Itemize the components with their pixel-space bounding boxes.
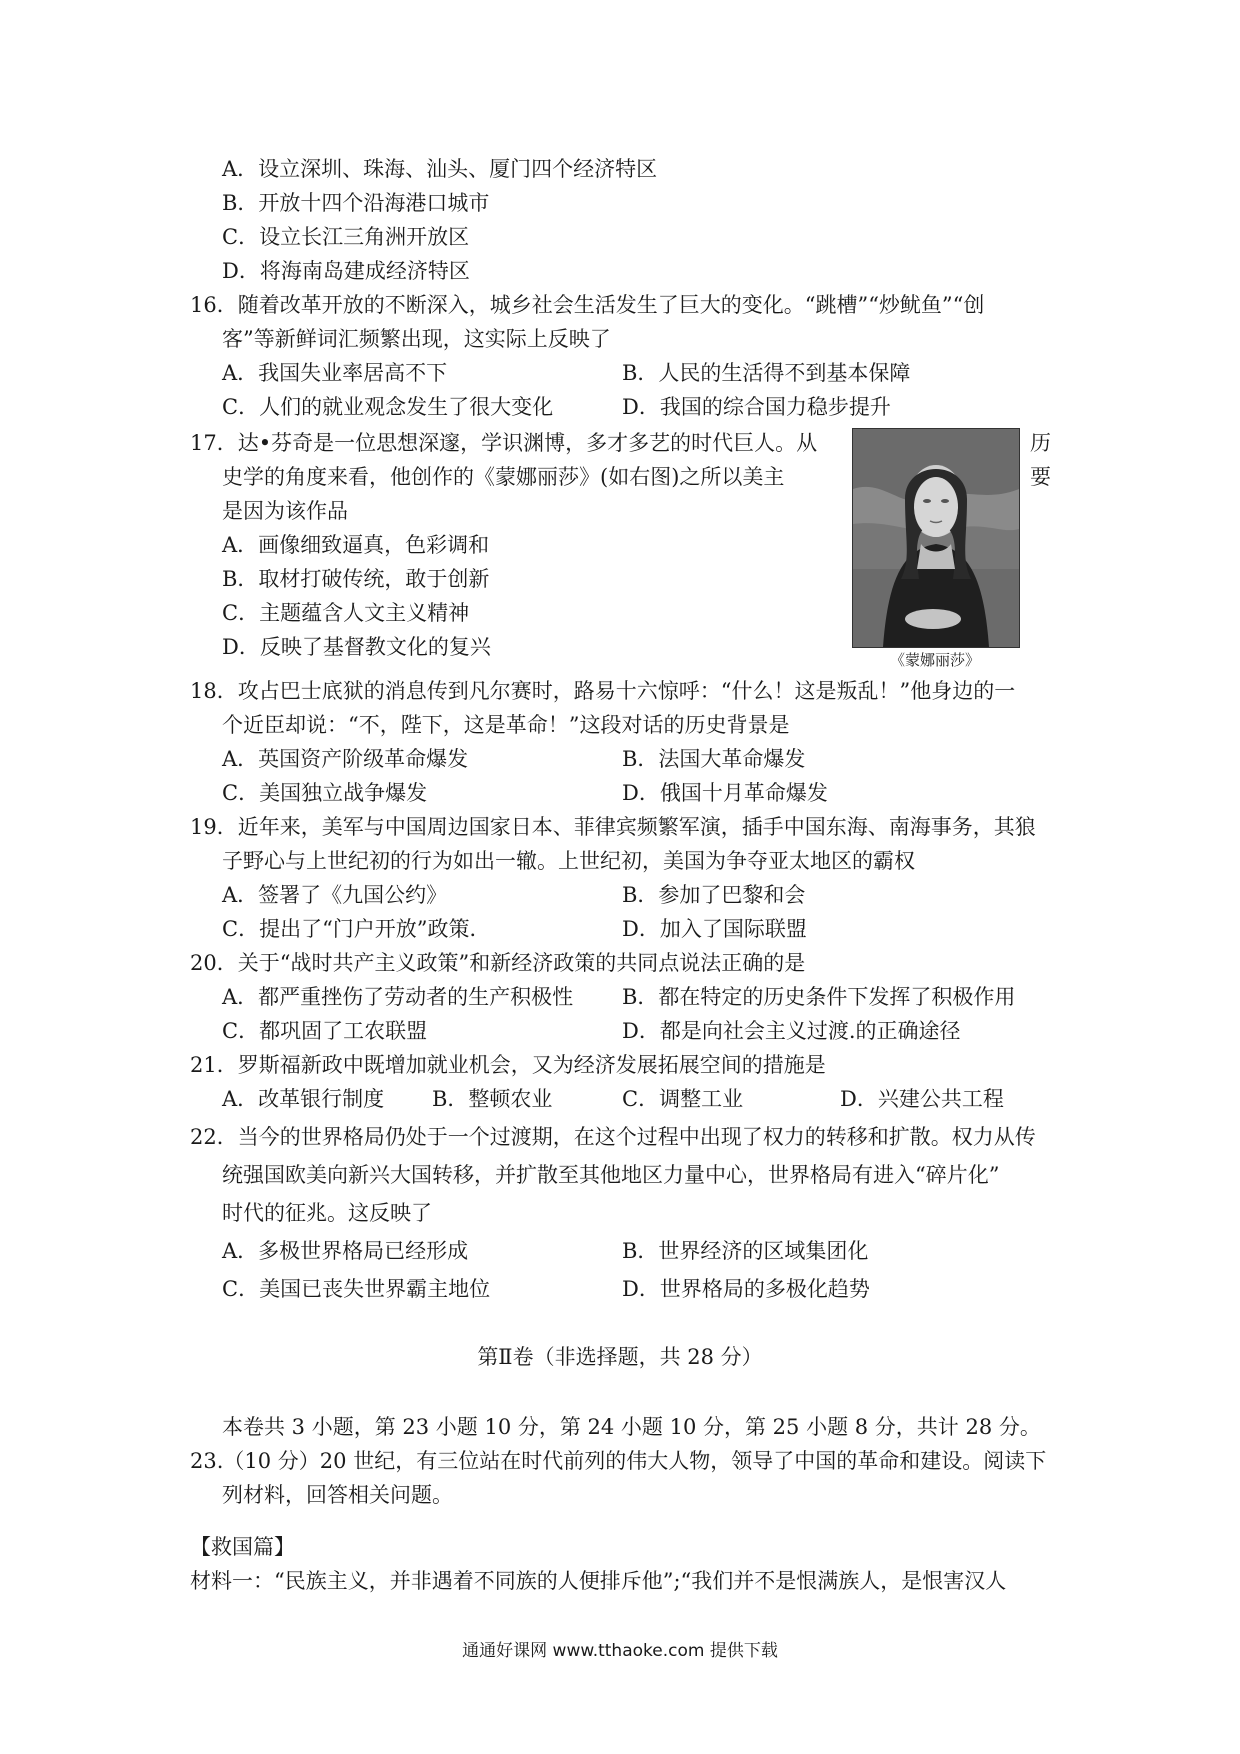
q20-option-c: C．都巩固了工农联盟 [222, 1019, 428, 1043]
q17-stem-line2-right: 要 [1030, 465, 1051, 489]
q18-option-c: C．美国独立战争爆发 [222, 781, 428, 805]
q22-option-c: C．美国已丧失世界霸主地位 [222, 1277, 491, 1301]
q19-stem-line1: 19．近年来，美军与中国周边国家日本、菲律宾频繁军演，插手中国东海、南海事务，其狼 [190, 815, 1036, 839]
q17-option-c: C．主题蕴含人文主义精神 [222, 601, 470, 625]
q16-stem-line1: 16．随着改革开放的不断深入，城乡社会生活发生了巨大的变化。“跳槽”“炒鱿鱼”“创 [190, 293, 985, 317]
q20-option-d: D．都是向社会主义过渡.的正确途径 [622, 1019, 961, 1043]
mona-lisa-caption: 《蒙娜丽莎》 [889, 651, 980, 669]
q15-option-b: B．开放十四个沿海港口城市 [222, 191, 490, 215]
q19-option-c: C．提出了“门户开放”政策． [222, 917, 491, 941]
q19-option-b: B．参加了巴黎和会 [622, 883, 806, 907]
section2-intro: 本卷共 3 小题，第 23 小题 10 分，第 24 小题 10 分，第 25 小题 8 分，共计 28 分。 [222, 1415, 1041, 1439]
q17-stem-line1-right: 历 [1030, 431, 1051, 455]
q22-option-b: B．世界经济的区域集团化 [622, 1239, 869, 1263]
q22-stem-line2: 统强国欧美向新兴大国转移，并扩散至其他地区力量中心，世界格局有进入“碎片化” [222, 1163, 1000, 1187]
mona-lisa-image [852, 428, 1020, 648]
q22-stem-line3: 时代的征兆。这反映了 [222, 1201, 432, 1225]
section2-title: 第Ⅱ卷（非选择题，共 28 分） [477, 1345, 763, 1369]
q16-option-a: A．我国失业率居高不下 [222, 361, 448, 385]
q19-option-a: A．签署了《九国公约》 [222, 883, 448, 907]
q21-option-c: C．调整工业 [622, 1087, 744, 1111]
q17-option-d: D．反映了基督教文化的复兴 [222, 635, 491, 659]
q22-stem-line1: 22．当今的世界格局仍处于一个过渡期，在这个过程中出现了权力的转移和扩散。权力从传 [190, 1125, 1036, 1149]
q17-stem-line1: 17．达•芬奇是一位思想深邃，学识渊博，多才多艺的时代巨人。从 [190, 431, 818, 455]
q18-stem-line1: 18．攻占巴士底狱的消息传到凡尔赛时，路易十六惊呼：“什么！这是叛乱！”他身边的一 [190, 679, 1016, 703]
q18-option-a: A．英国资产阶级革命爆发 [222, 747, 469, 771]
q23-stem-line2: 列材料，回答相关问题。 [222, 1483, 453, 1507]
q15-option-d: D．将海南岛建成经济特区 [222, 259, 470, 283]
footer-source: 通通好课网 www.tthaoke.com 提供下载 [462, 1641, 778, 1661]
q15-option-a: A．设立深圳、珠海、汕头、厦门四个经济特区 [222, 157, 658, 181]
q21-option-d: D．兴建公共工程 [840, 1087, 1004, 1111]
q18-option-d: D．俄国十月革命爆发 [622, 781, 828, 805]
q22-option-a: A．多极世界格局已经形成 [222, 1239, 469, 1263]
q23-heading: 【救国篇】 [190, 1535, 295, 1559]
q17-option-b: B．取材打破传统，敢于创新 [222, 567, 490, 591]
q17-option-a: A．画像细致逼真，色彩调和 [222, 533, 490, 557]
q21-option-b: B．整顿农业 [432, 1087, 553, 1111]
q20-option-b: B．都在特定的历史条件下发挥了积极作用 [622, 985, 1016, 1009]
q18-stem-line2: 个近臣却说：“不，陛下，这是革命！”这段对话的历史背景是 [222, 713, 790, 737]
q21-option-a: A．改革银行制度 [222, 1087, 385, 1111]
q22-option-d: D．世界格局的多极化趋势 [622, 1277, 870, 1301]
q20-stem-line1: 20．关于“战时共产主义政策”和新经济政策的共同点说法正确的是 [190, 951, 806, 975]
q17-stem-line3: 是因为该作品 [222, 499, 348, 523]
q20-option-a: A．都严重挫伤了劳动者的生产积极性 [222, 985, 574, 1009]
q16-option-c: C．人们的就业观念发生了很大变化 [222, 395, 554, 419]
q16-option-d: D．我国的综合国力稳步提升 [622, 395, 891, 419]
q16-option-b: B．人民的生活得不到基本保障 [622, 361, 911, 385]
q18-option-b: B．法国大革命爆发 [622, 747, 806, 771]
q15-option-c: C．设立长江三角洲开放区 [222, 225, 470, 249]
q16-stem-line2: 客”等新鲜词汇频繁出现，这实际上反映了 [222, 327, 611, 351]
q21-stem-line1: 21．罗斯福新政中既增加就业机会，又为经济发展拓展空间的措施是 [190, 1053, 826, 1077]
q23-material1: 材料一：“民族主义，并非遇着不同族的人便排斥他”;“我们并不是恨满族人，是恨害汉人 [190, 1569, 1007, 1593]
q17-stem-line2: 史学的角度来看，他创作的《蒙娜丽莎》(如右图)之所以美主 [222, 465, 785, 489]
q19-stem-line2: 子野心与上世纪初的行为如出一辙。上世纪初，美国为争夺亚太地区的霸权 [222, 849, 915, 873]
q23-stem-line1: 23.（10 分）20 世纪，有三位站在时代前列的伟大人物，领导了中国的革命和建设。阅读下 [190, 1449, 1047, 1473]
q19-option-d: D．加入了国际联盟 [622, 917, 807, 941]
